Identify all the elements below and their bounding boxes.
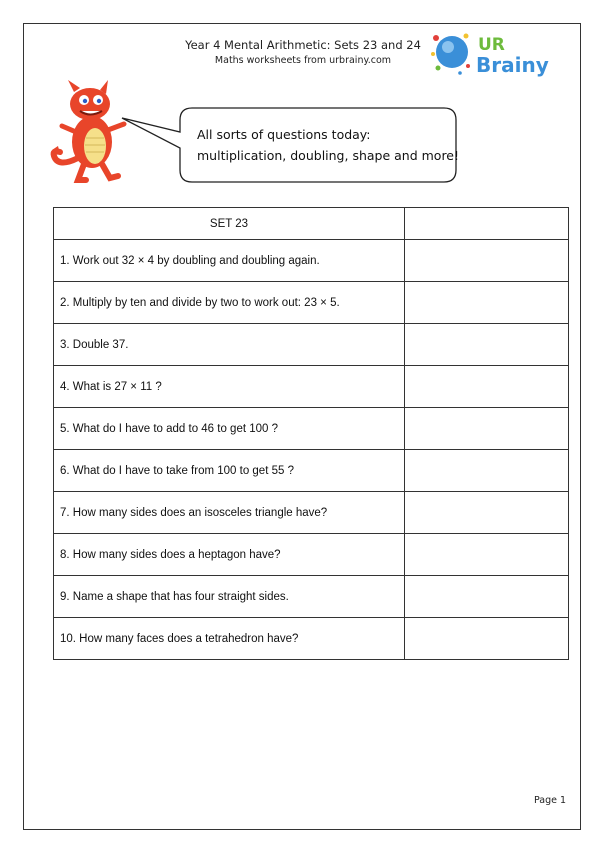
question-cell: 9. Name a shape that has four straight sides. [54,576,405,618]
question-cell: 5. What do I have to add to 46 to get 100 ? [54,408,405,450]
question-cell: 10. How many faces does a tetrahedron have? [54,618,405,660]
speech-bubble-text [197,124,459,166]
answer-cell[interactable] [405,408,569,450]
page-number: Page 1 [534,795,567,806]
question-cell: 8. How many sides does a heptagon have? [54,534,405,576]
answer-cell[interactable] [405,618,569,660]
question-cell: 3. Double 37. [54,324,405,366]
questions-table [53,207,569,660]
question-cell: 6. What do I have to take from 100 to get 55 ? [54,450,405,492]
urbrainy-logo [430,28,552,80]
answer-cell[interactable] [405,366,569,408]
speech-bubble-line-1: All sorts of questions today: [197,127,371,142]
question-cell: 4. What is 27 × 11 ? [54,366,405,408]
table-header-row [54,208,569,240]
answer-cell[interactable] [405,576,569,618]
table-row [54,240,569,282]
answer-cell[interactable] [405,492,569,534]
table-row [54,450,569,492]
table-row [54,492,569,534]
table-row [54,324,569,366]
table-row [54,576,569,618]
page-subtitle: Maths worksheets from urbrainy.com [214,55,392,66]
table-row [54,282,569,324]
globe-icon [431,34,470,75]
table-row [54,534,569,576]
logo-text-top: UR [478,35,505,55]
set-label: SET 23 [54,208,405,240]
question-cell: 1. Work out 32 × 4 by doubling and doubling again. [54,240,405,282]
answer-cell[interactable] [405,534,569,576]
question-cell: 2. Multiply by ten and divide by two to work out: 23 × 5. [54,282,405,324]
question-cell: 7. How many sides does an isosceles triangle have? [54,492,405,534]
logo-text-bottom: Brainy [476,53,549,77]
answer-cell[interactable] [405,282,569,324]
table-row [54,618,569,660]
answer-cell[interactable] [405,450,569,492]
table-row [54,408,569,450]
answer-cell[interactable] [405,324,569,366]
speech-bubble-line-2: multiplication, doubling, shape and more! [197,148,460,163]
table-row [54,366,569,408]
answer-cell[interactable] [405,240,569,282]
page-title: Year 4 Mental Arithmetic: Sets 23 and 24 [185,38,421,52]
answer-header-cell [405,208,569,240]
